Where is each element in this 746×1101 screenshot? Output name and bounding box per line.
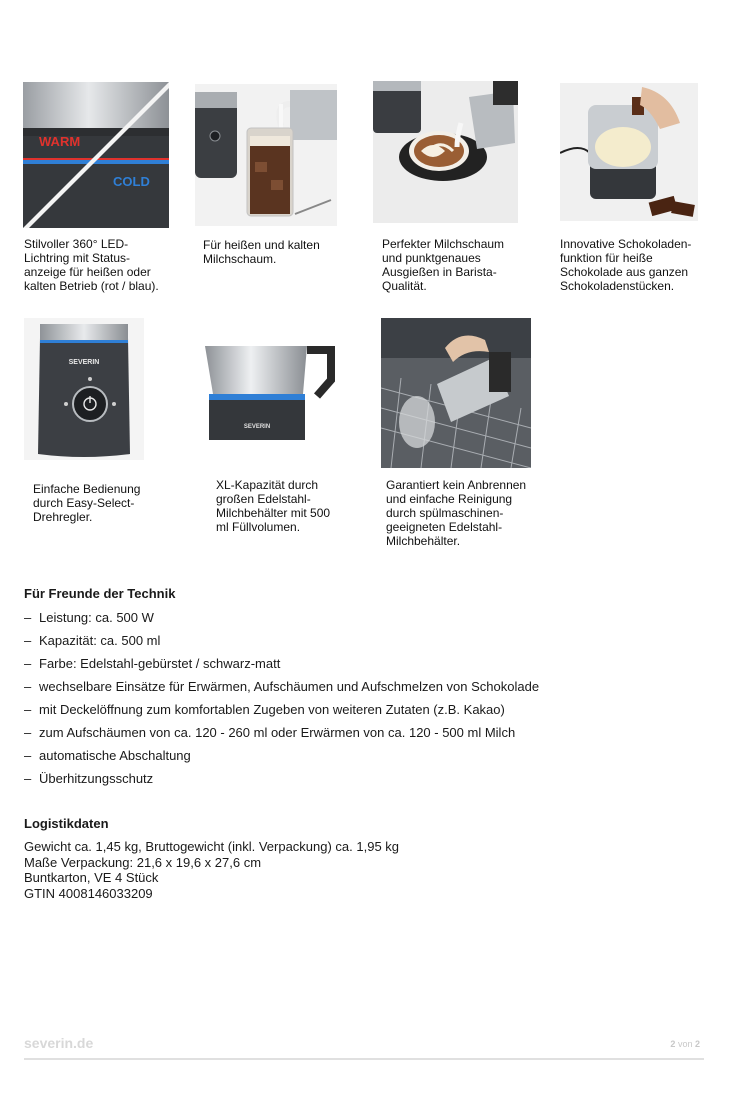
led-ring-photo-icon xyxy=(23,82,169,228)
page-total: 2 xyxy=(694,1039,700,1049)
led-ring-photo xyxy=(23,82,169,228)
control-knob-photo-icon xyxy=(24,318,144,460)
logistics-data xyxy=(24,839,399,901)
tech-section-title: Für Freunde der Technik xyxy=(24,586,176,601)
list-item: – Farbe: Edelstahl-gebürstet / schwarz-matt xyxy=(24,656,281,671)
feature-caption-barista: Perfekter Milchschaum und punktgenaues Ausgießen in Barista- Qualität. xyxy=(382,237,505,293)
footer-brand-link[interactable]: severin.de xyxy=(24,1035,94,1051)
iced-coffee-photo xyxy=(195,84,337,226)
feature-caption-led-ring: Stilvoller 360° LED- Lichtring mit Status- anzeige für heißen oder kalten Betrieb (rot / blau). xyxy=(24,237,159,293)
footer-divider xyxy=(24,1058,704,1060)
iced-coffee-photo-icon xyxy=(195,84,337,226)
feature-caption-hot-cold: Für heißen und kalten Milchschaum. xyxy=(203,238,320,266)
logistics-packaging: Buntkarton, VE 4 Stück xyxy=(24,870,159,885)
page-current: 2 xyxy=(670,1039,676,1049)
chocolate-photo-icon xyxy=(560,83,698,221)
jug-photo-icon xyxy=(203,336,339,440)
tech-spec-list xyxy=(24,609,539,793)
feature-caption-xl-capacity: XL-Kapazität durch großen Edelstahl- Milchbehälter mit 500 ml Füllvolumen. xyxy=(216,478,331,534)
list-item: – Überhitzungsschutz xyxy=(24,771,154,786)
list-item: – wechselbare Einsätze für Erwärmen, Aufschäumen und Aufschmelzen von Schokolade xyxy=(24,679,540,694)
control-knob-photo xyxy=(24,318,144,460)
list-item: – automatische Abschaltung xyxy=(24,748,191,763)
list-item: – Leistung: ca. 500 W xyxy=(24,610,154,625)
cold-label: COLD xyxy=(113,174,150,189)
list-item: – Kapazität: ca. 500 ml xyxy=(24,633,161,648)
feature-caption-cleaning: Garantiert kein Anbrennen und einfache Reinigung durch spülmaschinen- geeigneten Edelstahl- Milchbehälter. xyxy=(386,478,527,548)
list-item: – mit Deckelöffnung zum komfortablen Zugeben von weiteren Zutaten (z.B. Kakao) xyxy=(24,702,505,717)
feature-caption-easy-select: Einfache Bedienung durch Easy-Select- Drehregler. xyxy=(33,482,141,524)
logistics-weight: Gewicht ca. 1,45 kg, Bruttogewicht (inkl. Verpackung) ca. 1,95 kg xyxy=(24,839,400,854)
brand-label-jug: SEVERIN xyxy=(243,424,271,430)
logistics-section-title: Logistikdaten xyxy=(24,816,109,831)
dishwasher-photo xyxy=(381,318,531,468)
chocolate-photo xyxy=(560,83,698,221)
page-separator: von xyxy=(677,1039,693,1049)
page-number xyxy=(670,1039,700,1049)
feature-caption-chocolate: Innovative Schokoladen- funktion für heiße Schokolade aus ganzen Schokoladenstücken. xyxy=(560,237,692,293)
latte-art-photo xyxy=(373,81,518,223)
brand-label-knob: SEVERIN xyxy=(68,359,100,366)
logistics-package-size: Maße Verpackung: 21,6 x 19,6 x 27,6 cm xyxy=(24,854,262,870)
logistics-gtin: GTIN 4008146033209 xyxy=(24,885,153,901)
dishwasher-photo-icon xyxy=(381,318,531,468)
jug-photo xyxy=(203,336,339,440)
latte-art-photo-icon xyxy=(373,81,518,223)
list-item: – zum Aufschäumen von ca. 120 - 260 ml oder Erwärmen von ca. 120 - 500 ml Milch xyxy=(24,725,516,740)
warm-label: WARM xyxy=(39,134,81,149)
